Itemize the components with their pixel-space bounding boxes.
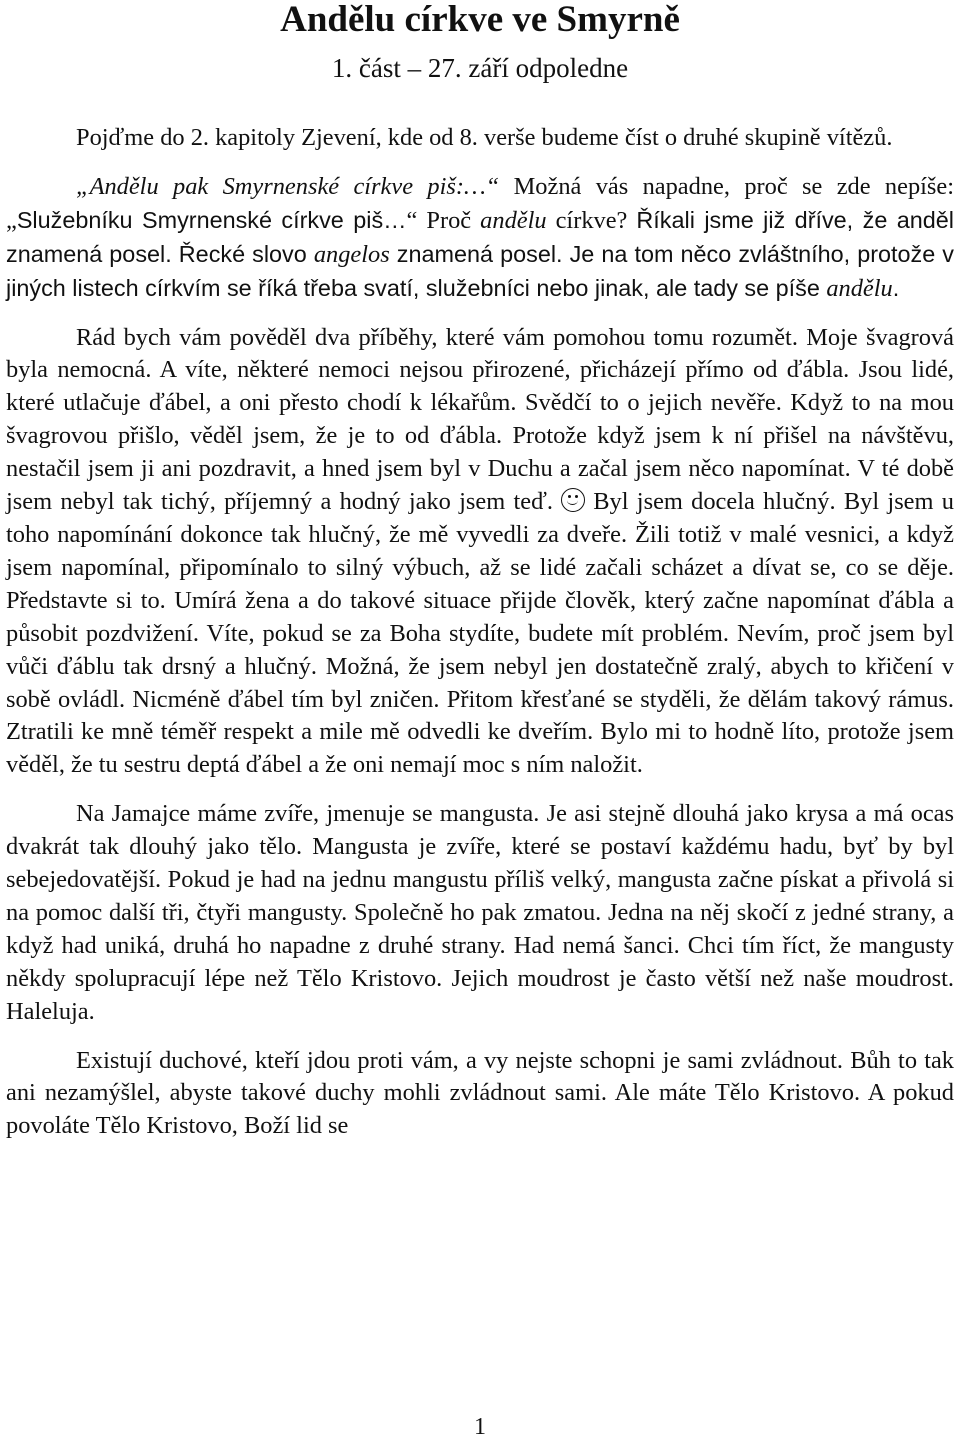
paragraph-2-text-g: . — [892, 274, 900, 301]
paragraph-2-text-a: Možná vás napadne, proč se zde nepíše: „ — [6, 172, 955, 234]
paragraph-2-text-b: Služebníku Smyrnenské církve piš… — [16, 206, 407, 233]
paragraph-3-text-b: Byl jsem docela hlučný. Byl jsem u toho napomínání dokonce tak hlučný, že mě vyvedli za dveře. Žili totiž v malé vesnici, a když jsem napomínal, připomínalo to silný výbuch, až se lidé začali scházet a dívat se, co se děje. Představte si to. Umírá žena a do takové situace přijde člověk, který začne napomínat ďábla a působit pozdvižení. Víte, pokud se za Boha stydíte, budete mít problém. Nevím, proč jsem byl vůči ďáblu tak drsný a hlučný. Možná, že jsem nebyl jen dostatečně zralý, abych to křičení v sobě ovládl. Nicméně ďábel tím byl zničen. Přitom křesťané se styděli, že dělám takový rámus. Ztratili ke mně téměř respekt a mile mě odvedli ke dveřím. Bylo mi to hodně líto, protože jsem věděl, že tu sestru deptá ďábel a že oni nemají moc s ním naložit. — [6, 488, 954, 779]
emphasis-andelu-2: andělu — [826, 274, 893, 302]
scripture-quote: „Andělu pak Smyrnenské církve piš:…“ — [76, 172, 500, 200]
paragraph-2-text-e: Říkali jsme již dříve, že anděl znamená posel. Řecké slovo — [6, 206, 954, 267]
document-title: Andělu církve ve Smyrně — [280, 0, 680, 40]
paragraph-2-text-f: znamená posel. Je na tom něco zvláštního, protože v jiných listech církvím se říká třeba svatí, služebníci nebo jinak, ale tady se píše — [6, 240, 954, 301]
paragraph-5-text: Existují duchové, kteří jdou proti vám, a vy nejste schopni je sami zvládnout. Bůh to tak ani nezamýšlel, abyste takové duchy mohli zvládnout sami. Ale máte Tělo Kristovo. A pokud povoláte Tělo Kristovo, Boží lid se — [6, 1046, 954, 1140]
paragraph-4-text: Na Jamajce máme zvíře, jmenuje se mangusta. Je asi stejně dlouhá jako krysa a má ocas dvakrát tak dlouhý jako tělo. Mangusta je zvíře, které se postaví každému hadu, byť by byl sebejedovatější. Pokud je had na jednu mangustu příliš velký, mangusta začne pískat a přivolá si na pomoc další tři, čtyři mangusty. Společně ho pak zmatou. Jedna na něj skočí z jedné strany, a když had uniká, druhá ho napadne z druhé strany. Had nemá šanci. Chci tím říct, že mangusty někdy spolupracují lépe než Tělo Kristovo. Jejich moudrost je často větší než naše moudrost. Haleluja. — [6, 800, 954, 1025]
paragraph-3 — [6, 322, 954, 783]
document-subtitle: 1. část – 27. září odpoledne — [331, 53, 629, 83]
paragraph-2-text-d: církve? — [546, 206, 637, 234]
emphasis-angelos: angelos — [313, 240, 390, 268]
paragraph-1 — [6, 122, 954, 155]
paragraph-2 — [6, 171, 954, 306]
paragraph-5 — [6, 1045, 954, 1144]
paragraph-4 — [6, 798, 954, 1028]
paragraph-1-text: Pojďme do 2. kapitoly Zjevení, kde od 8. verše budeme číst o druhé skupině vítězů. — [76, 124, 893, 151]
paragraph-2-text-c: “ Proč — [406, 206, 481, 234]
document-body — [6, 122, 954, 1143]
page-number: 1 — [474, 1414, 486, 1440]
emphasis-andelu: andělu — [480, 206, 547, 234]
smiley-face-icon — [561, 488, 585, 512]
paragraph-3-text-a: Rád bych vám pověděl dva příběhy, které vám pomohou tomu rozumět. Moje švagrová byla nemocná. A víte, některé nemoci nejsou přirozené, přicházejí přímo od ďábla. Jsou lidé, které utlačuje ďábel, a oni přesto chodí k lékařům. Svědčí to o jejich nevěře. Když to na mou švagrovou přišlo, věděl jsem, že je to od ďábla. Protože když jsem k ní přišel na návštěvu, nestačil jsem ji ani pozdravit, a hned jsem byl v Duchu a začal jsem něco napomínat. V té době jsem nebyl tak tichý, příjemný a hodný jako jsem teď. — [6, 323, 954, 516]
